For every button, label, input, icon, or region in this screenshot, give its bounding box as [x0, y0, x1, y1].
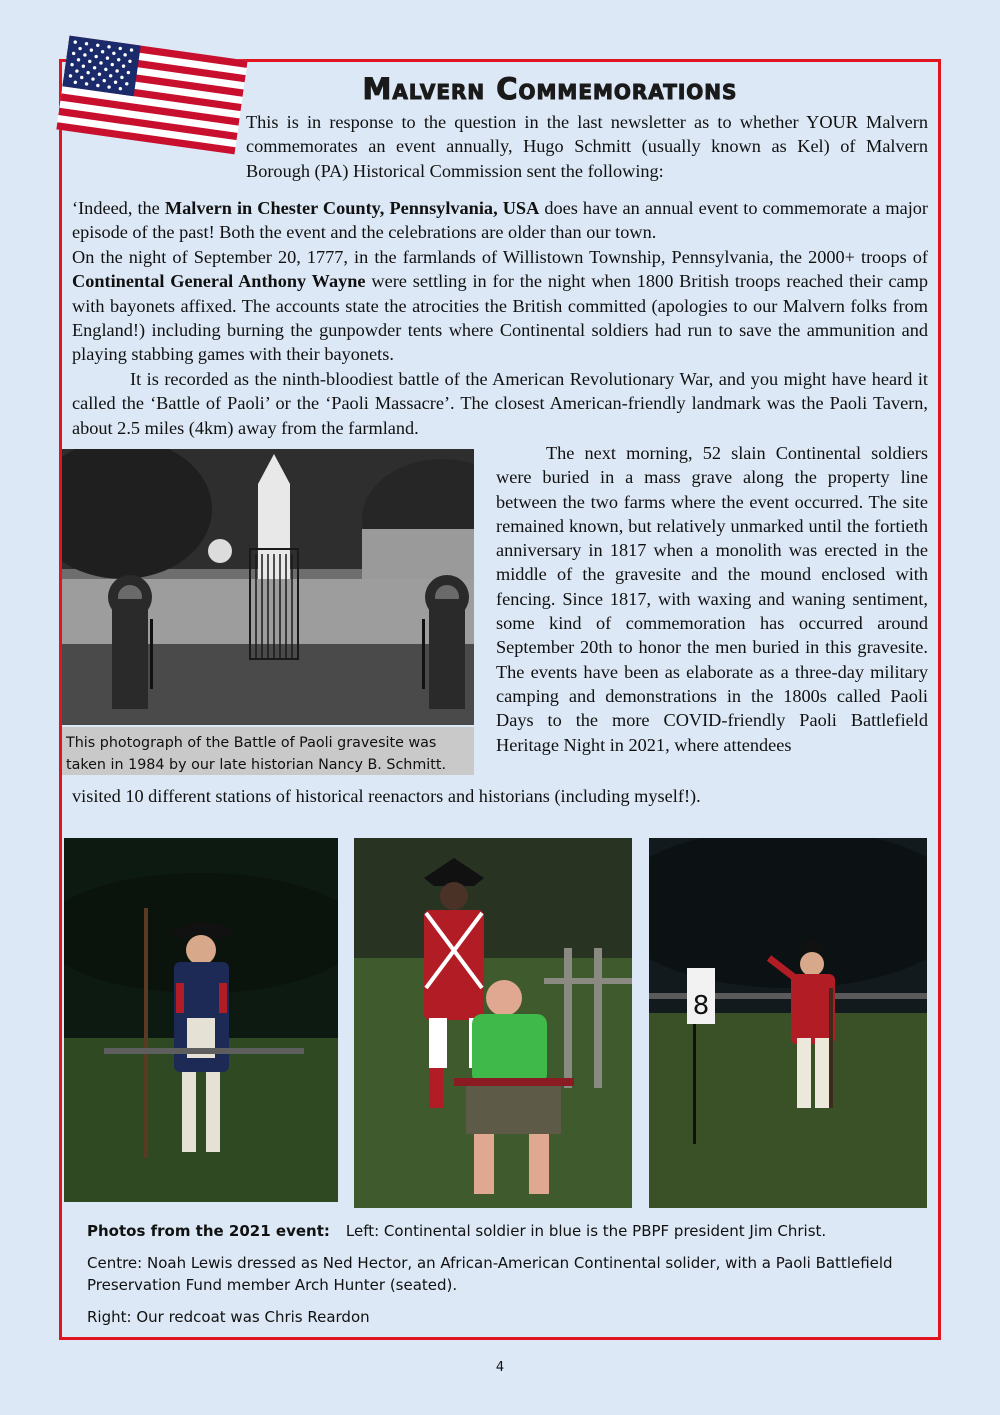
station-sign-label: 8: [692, 991, 710, 1021]
paragraph-2: On the night of September 20, 1777, in the farmlands of Willistown Township, Pennsylvania, the 2000+ troops of Continental General Anthony Wayne were settling in for the night when 1800 British troops reached their camp with bayonets affixed. The accounts state the atrocities the British committed (apologies to our Malvern folks from England!) including burning the gunpowder tents where Continental soldiers had run to save the ammunition and playing stabbing games with their bayonets.: [72, 247, 928, 365]
gravesite-photo-caption: This photograph of the Battle of Paoli gravesite was taken in 1984 by our late historian Nancy B. Schmitt.: [62, 727, 474, 775]
gravesite-photo: [62, 449, 474, 725]
paragraph-4-end: visited 10 different stations of historical reenactors and historians (including myself!).: [72, 786, 701, 806]
event-photo-centre: [354, 838, 632, 1208]
paragraph-3: It is recorded as the ninth-bloodiest battle of the American Revolutionary War, and you might have heard it called the ‘Battle of Paoli’ or the ‘Paoli Massacre’. The closest American-friendly landmark was the Paoli Tavern, about 2.5 miles (4km) away from the farmland.: [72, 369, 928, 438]
event-photo-left: [64, 838, 338, 1202]
event-photo-right: [649, 838, 927, 1208]
page-number: 4: [495, 1360, 505, 1375]
captions-heading: Photos from the 2021 event:: [87, 1222, 330, 1240]
paragraph-1: ‘Indeed, the Malvern in Chester County, Pennsylvania, USA does have an annual event to commemorate a major episode of the past! Both the event and the celebrations are older than our town.: [72, 198, 929, 243]
caption-right: Right: Our redcoat was Chris Reardon: [87, 1308, 370, 1326]
paragraph-4: The next morning, 52 slain Continental soldiers were buried in a mass grave along the property line between the two farms where the event occurred. The site remained known, but relatively unmarked until the fortieth anniversary in 1817 when a monolith was erected in the middle of the gravesite and the mound enclosed with fencing. Since 1817, with waxing and waning sentiment, some kind of commemoration has occurred around September 20th to honor the men buried in this gravesite. The events have been as elaborate as a three-day military camping and demonstrations in the 1800s called Paoli Days to the more COVID-friendly Paoli Battlefield Heritage Night in 2021, where attendees: [496, 443, 928, 755]
caption-centre: Centre: Noah Lewis dressed as Ned Hector, an African-American Continental solider, with a Paoli Battlefield Preservation Fund member Arch Hunter (seated).: [87, 1254, 893, 1294]
caption-left: Left: Continental soldier in blue is the PBPF president Jim Christ.: [345, 1222, 827, 1240]
captions-line-1: [87, 1220, 927, 1242]
intro-paragraph: This is in response to the question in the last newsletter as to whether YOUR Malvern commemorates an event annually, Hugo Schmitt (usually known as Kel) of Malvern Borough (PA) Historical Commission sent the following:: [246, 112, 928, 181]
page-title: Malvern Commemorations: [362, 72, 738, 106]
